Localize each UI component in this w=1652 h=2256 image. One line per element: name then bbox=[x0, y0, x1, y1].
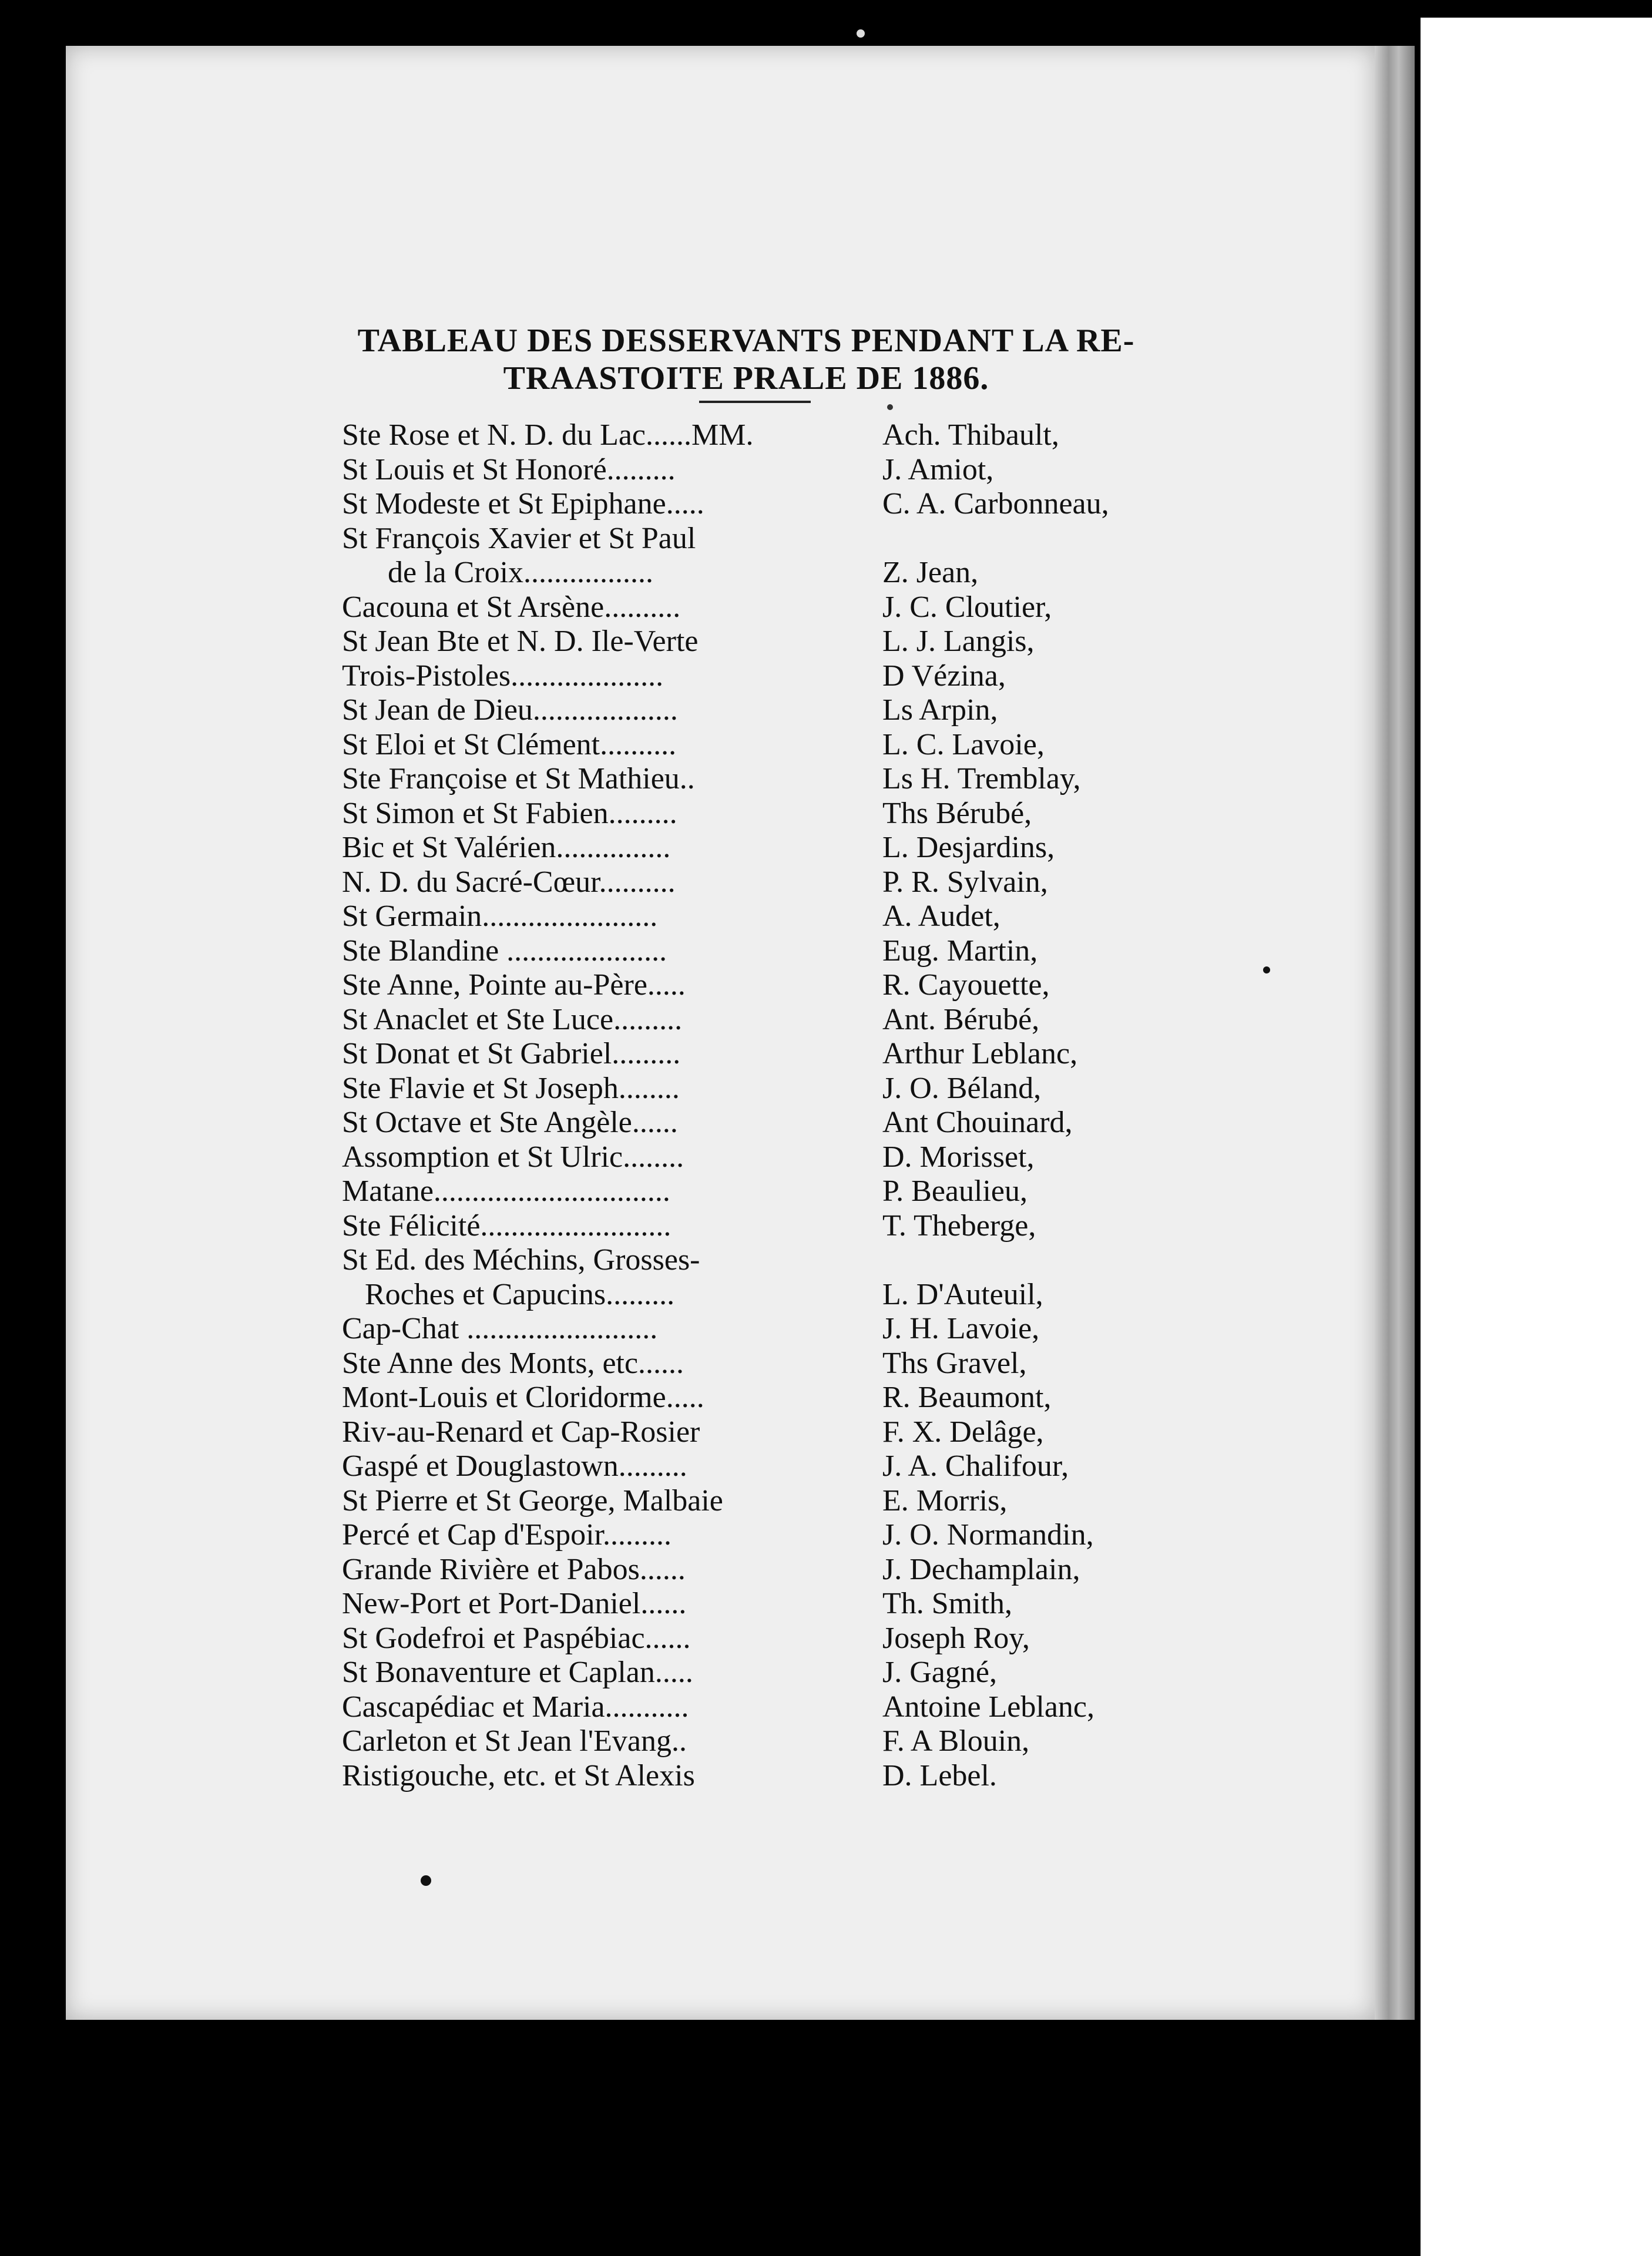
priest-name: Ls H. Tremblay, bbox=[882, 762, 1081, 795]
priest-name: P. R. Sylvain, bbox=[882, 865, 1048, 899]
list-row bbox=[342, 1759, 1211, 1794]
list-row bbox=[342, 556, 1211, 590]
parish-name: St François Xavier et St Paul bbox=[342, 521, 696, 555]
list-row bbox=[342, 1656, 1211, 1690]
parish-name: de la Croix................. bbox=[342, 556, 654, 589]
priest-name: L. J. Langis, bbox=[882, 625, 1035, 658]
parish-name: Ristigouche, etc. et St Alexis bbox=[342, 1758, 695, 1792]
list-row bbox=[342, 1690, 1211, 1725]
parish-name: Cacouna et St Arsène.......... bbox=[342, 590, 681, 624]
list-row bbox=[342, 1518, 1211, 1553]
list-row bbox=[342, 1381, 1211, 1415]
list-row bbox=[342, 1449, 1211, 1484]
list-row bbox=[342, 1174, 1211, 1209]
parish-name: Ste Anne des Monts, etc...... bbox=[342, 1346, 684, 1380]
priest-name: Joseph Roy, bbox=[882, 1621, 1030, 1655]
parish-name: St Eloi et St Clément.......... bbox=[342, 727, 677, 761]
list-row bbox=[342, 1622, 1211, 1656]
parish-name: Ste Françoise et St Mathieu.. bbox=[342, 762, 695, 795]
ink-speck bbox=[857, 29, 865, 38]
list-row bbox=[342, 1312, 1211, 1347]
parish-name: Mont-Louis et Cloridorme..... bbox=[342, 1381, 704, 1414]
parish-name: St Germain....................... bbox=[342, 899, 658, 933]
parish-name: Trois-Pistoles.................... bbox=[342, 659, 664, 693]
priest-name bbox=[882, 522, 1211, 556]
priest-name: Ths Bérubé, bbox=[882, 796, 1032, 830]
list-row bbox=[342, 1587, 1211, 1622]
priest-name: Th. Smith, bbox=[882, 1587, 1013, 1620]
list-row bbox=[342, 728, 1211, 763]
parish-name: Ste Rose et N. D. du Lac......MM. bbox=[342, 418, 754, 452]
list-row bbox=[342, 1209, 1211, 1244]
list-row bbox=[342, 418, 1211, 453]
parish-name: Roches et Capucins......... bbox=[342, 1277, 675, 1311]
priest-name: T. Theberge, bbox=[882, 1208, 1036, 1243]
white-margin bbox=[1421, 18, 1652, 2256]
priest-name: Antoine Leblanc, bbox=[882, 1690, 1094, 1724]
list-row bbox=[342, 899, 1211, 934]
priest-name: J. O. Normandin, bbox=[882, 1518, 1094, 1552]
list-row bbox=[342, 659, 1211, 694]
parish-name: St Anaclet et Ste Luce......... bbox=[342, 1002, 683, 1036]
priest-name: E. Morris, bbox=[882, 1483, 1008, 1518]
list-row bbox=[342, 865, 1211, 900]
list-row bbox=[342, 693, 1211, 728]
list-row bbox=[342, 487, 1211, 522]
parish-name: Carleton et St Jean l'Evang.. bbox=[342, 1724, 687, 1758]
parish-name: Ste Flavie et St Joseph........ bbox=[342, 1071, 680, 1105]
parish-name: St Simon et St Fabien......... bbox=[342, 796, 677, 830]
parish-name: Gaspé et Douglastown......... bbox=[342, 1449, 687, 1483]
list-row bbox=[342, 1072, 1211, 1106]
rule-dot bbox=[887, 404, 893, 410]
ink-speck bbox=[421, 1875, 431, 1886]
list-row bbox=[342, 1106, 1211, 1140]
list-row bbox=[342, 1724, 1211, 1759]
parish-name: Ste Anne, Pointe au-Père..... bbox=[342, 968, 686, 1002]
priest-name: F. X. Delâge, bbox=[882, 1415, 1044, 1449]
priest-name: J. O. Béland, bbox=[882, 1071, 1042, 1105]
priest-name: L. D'Auteuil, bbox=[882, 1277, 1043, 1311]
list-row bbox=[342, 1243, 1211, 1278]
title-rule bbox=[699, 401, 811, 403]
priest-name: Arthur Leblanc, bbox=[882, 1037, 1078, 1070]
priest-name: P. Beaulieu, bbox=[882, 1174, 1028, 1208]
parish-name: Matane............................... bbox=[342, 1174, 670, 1208]
list-row bbox=[342, 1553, 1211, 1587]
parish-name: Ste Blandine ..................... bbox=[342, 934, 667, 968]
list-row bbox=[342, 762, 1211, 797]
list-row bbox=[342, 590, 1211, 625]
parish-name: Cap-Chat ......................... bbox=[342, 1312, 658, 1345]
parish-name: St Jean de Dieu................... bbox=[342, 693, 678, 727]
list-row bbox=[342, 453, 1211, 488]
priest-name: J. H. Lavoie, bbox=[882, 1312, 1040, 1345]
priest-name: J. C. Cloutier, bbox=[882, 590, 1052, 624]
parish-name: St Jean Bte et N. D. Ile-Verte bbox=[342, 625, 699, 658]
priest-name: Eug. Martin, bbox=[882, 934, 1038, 968]
list-row bbox=[342, 797, 1211, 831]
parish-name: St Octave et Ste Angèle...... bbox=[342, 1106, 678, 1139]
parish-name: St Pierre et St George, Malbaie bbox=[342, 1483, 723, 1518]
priest-name: R. Beaumont, bbox=[882, 1381, 1052, 1414]
list-row bbox=[342, 831, 1211, 865]
list-row bbox=[342, 1415, 1211, 1450]
parish-name: Cascapédiac et Maria........... bbox=[342, 1690, 689, 1724]
list-row bbox=[342, 1347, 1211, 1381]
priest-name: D. Lebel. bbox=[882, 1758, 997, 1792]
priest-name: R. Cayouette, bbox=[882, 968, 1050, 1002]
priest-name: L. C. Lavoie, bbox=[882, 727, 1045, 761]
list-row bbox=[342, 522, 1211, 556]
parish-name: Riv-au-Renard et Cap-Rosier bbox=[342, 1415, 700, 1449]
priest-name: J. Gagné, bbox=[882, 1656, 997, 1689]
page-edge bbox=[1375, 46, 1415, 2020]
priest-name: Z. Jean, bbox=[882, 556, 979, 589]
parish-name: N. D. du Sacré-Cœur.......... bbox=[342, 865, 676, 899]
list-row bbox=[342, 625, 1211, 659]
list-row bbox=[342, 1140, 1211, 1175]
priest-name: C. A. Carbonneau, bbox=[882, 487, 1109, 521]
priest-name: Ant. Bérubé, bbox=[882, 1002, 1040, 1036]
parish-name: Grande Rivière et Pabos...... bbox=[342, 1552, 686, 1586]
parish-name: St Bonaventure et Caplan..... bbox=[342, 1656, 693, 1689]
parish-name: St Louis et St Honoré......... bbox=[342, 452, 676, 486]
title-line-2: TRAASTOITE PRALE DE 1886. bbox=[503, 360, 989, 397]
table-title bbox=[326, 322, 1166, 397]
priest-name: J. Amiot, bbox=[882, 452, 994, 486]
priest-name: J. Dechamplain, bbox=[882, 1552, 1080, 1586]
parish-name: St Donat et St Gabriel......... bbox=[342, 1037, 681, 1070]
parish-name: New-Port et Port-Daniel...... bbox=[342, 1587, 687, 1620]
title-line-1: TABLEAU DES DESSERVANTS PENDANT LA RE- bbox=[357, 323, 1135, 359]
ink-speck bbox=[1263, 966, 1270, 973]
list-row bbox=[342, 1278, 1211, 1312]
parish-name: St Ed. des Méchins, Grosses- bbox=[342, 1243, 700, 1277]
parish-name: Percé et Cap d'Espoir......... bbox=[342, 1518, 672, 1552]
parish-name: Ste Félicité......................... bbox=[342, 1208, 671, 1243]
list-row bbox=[342, 968, 1211, 1003]
list-row bbox=[342, 1484, 1211, 1519]
priest-name: A. Audet, bbox=[882, 899, 1000, 933]
list-row bbox=[342, 1037, 1211, 1072]
parish-name: St Modeste et St Epiphane..... bbox=[342, 487, 704, 521]
priest-name: Ths Gravel, bbox=[882, 1346, 1027, 1380]
priest-name: J. A. Chalifour, bbox=[882, 1449, 1069, 1483]
desservants-list bbox=[342, 418, 1211, 1793]
priest-name: Ant Chouinard, bbox=[882, 1106, 1073, 1139]
priest-name: F. A Blouin, bbox=[882, 1724, 1030, 1758]
list-row bbox=[342, 934, 1211, 969]
priest-name: L. Desjardins, bbox=[882, 831, 1055, 864]
parish-name: Bic et St Valérien............... bbox=[342, 831, 671, 864]
priest-name: D. Morisset, bbox=[882, 1140, 1035, 1174]
parish-name: Assomption et St Ulric........ bbox=[342, 1140, 684, 1174]
priest-name bbox=[882, 1243, 1211, 1278]
priest-name: D Vézina, bbox=[882, 659, 1006, 693]
priest-name: Ach. Thibault, bbox=[882, 418, 1059, 452]
parish-name: St Godefroi et Paspébiac...... bbox=[342, 1621, 691, 1655]
priest-name: Ls Arpin, bbox=[882, 693, 998, 727]
list-row bbox=[342, 1003, 1211, 1038]
